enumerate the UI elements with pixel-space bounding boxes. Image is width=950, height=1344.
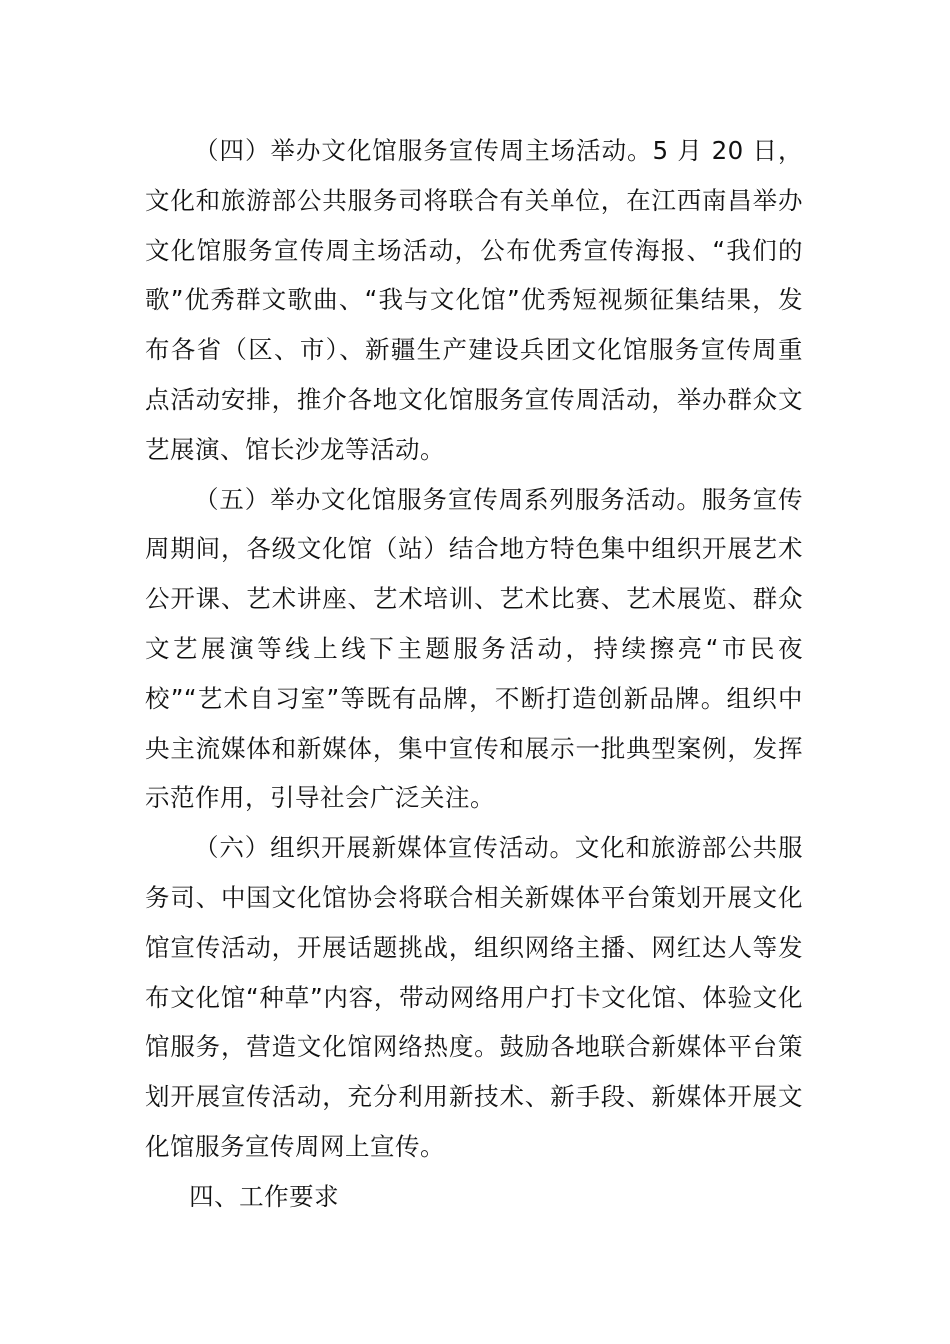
section-heading-work-requirements: 四、工作要求 (189, 1181, 340, 1211)
paragraph-section-4: （四）举办文化馆服务宣传周主场活动。5 月 20 日，文化和旅游部公共服务司将联合有关单位，在江西南昌举办文化馆服务宣传周主场活动，公布优秀宣传海报、“我们的歌”优秀群文歌曲、“我与文化馆”优秀短视频征集结果，发布各省（区、市）、新疆生产建设兵团文化馆服务宣传周重点活动安排，推介各地文化馆服务宣传周活动，举办群众文艺展演、馆长沙龙等活动。 (145, 136, 803, 464)
paragraph-section-6: （六）组织开展新媒体宣传活动。文化和旅游部公共服务司、中国文化馆协会将联合相关新媒体平台策划开展文化馆宣传活动，开展话题挑战，组织网络主播、网红达人等发布文化馆“种草”内容，带动网络用户打卡文化馆、体验文化馆服务，营造文化馆网络热度。鼓励各地联合新媒体平台策划开展宣传活动，充分利用新技术、新手段、新媒体开展文化馆服务宣传周网上宣传。 (145, 833, 803, 1161)
document-body (145, 126, 803, 1222)
paragraph-section-5: （五）举办文化馆服务宣传周系列服务活动。服务宣传周期间，各级文化馆（站）结合地方特色集中组织开展艺术公开课、艺术讲座、艺术培训、艺术比赛、艺术展览、群众文艺展演等线上线下主题服务活动，持续擦亮“市民夜校”“艺术自习室”等既有品牌，不断打造创新品牌。组织中央主流媒体和新媒体，集中宣传和展示一批典型案例，发挥示范作用，引导社会广泛关注。 (145, 484, 803, 813)
